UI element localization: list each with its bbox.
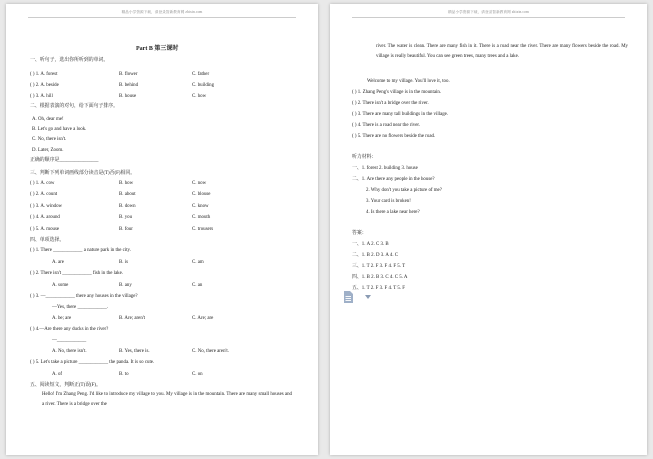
text-line: ( ) 5. Let's take a picture ____________ the panda. It is so cute. xyxy=(30,360,155,365)
text-line: ( ) 3. There are many tall buildings in the village. xyxy=(352,112,449,117)
text-line: C. trousers xyxy=(192,227,214,232)
text-line: 一、1. A 2. C 3. B xyxy=(352,242,389,247)
text-line: 二、根据表演的对句，给下面句子排序。 xyxy=(30,104,119,109)
text-line: ( ) 3. A. hill xyxy=(30,94,53,99)
text-line: ( ) 4. There is a road near the river. xyxy=(352,123,420,128)
text-line: ( ) 2. A. count xyxy=(30,192,58,197)
text-line: B. about xyxy=(119,192,136,197)
text-line: C. know xyxy=(192,204,209,209)
text-line: C. mouth xyxy=(192,215,211,220)
text-line: C. No, there aren't. xyxy=(192,349,230,354)
header-rule xyxy=(352,17,625,18)
text-line: B. Yes, there is. xyxy=(119,349,150,354)
text-line: 五、阅读短文，判断正(T)误(F)。 xyxy=(30,383,101,388)
text-line: C. blouse xyxy=(192,192,211,197)
lesson-title: Part B 第三课时 xyxy=(136,46,179,52)
page-header: 精品小学资源下载，请登录智新教育网 zhixin.com xyxy=(121,10,203,14)
text-line: A. are xyxy=(52,260,64,265)
text-line: B. Are; aren't xyxy=(119,316,146,321)
text-line: B. down xyxy=(119,204,136,209)
text-line: 三、判断下列单词画线部分读音是(T)否(F)相同。 xyxy=(30,171,136,176)
text-line: ( ) 1. There ____________ a nature park in the city. xyxy=(30,248,131,253)
text-line: C. am xyxy=(192,260,204,265)
text-line: D. Later, Zoom. xyxy=(32,148,64,153)
text-line: B. four xyxy=(119,227,133,232)
text-line: C. father xyxy=(192,72,210,77)
text-line: B. Let's go and have a look. xyxy=(32,127,87,132)
text-line: 正确的顺序是________________ xyxy=(30,158,99,163)
text-line: ( ) 4. A. around xyxy=(30,215,60,220)
text-line: 四、单项选择。 xyxy=(30,238,65,243)
text-line: 听力材料： xyxy=(352,155,377,160)
text-line: 二、1. Are there any people in the house? xyxy=(352,177,435,182)
page-header: 精品小学资源下载，请登录智新教育网 zhixin.com xyxy=(448,10,529,14)
text-line: ( ) 5. A. mouse xyxy=(30,227,60,232)
text-line: —Yes, there ____________. xyxy=(52,305,109,310)
text-line: ( ) 5. There are no flowers beside the road. xyxy=(352,134,436,139)
text-line: B. to xyxy=(119,372,129,377)
text-line: ( ) 3. A. window xyxy=(30,204,63,209)
text-line: C. building xyxy=(192,83,215,88)
text-line: A. be; are xyxy=(52,316,72,321)
text-line: C. an xyxy=(192,283,203,288)
text-line: C. on xyxy=(192,372,203,377)
text-line: —____________ xyxy=(52,338,87,343)
document-page-left xyxy=(6,4,318,455)
text-line: B. behind xyxy=(119,83,139,88)
text-line: C. Are; are xyxy=(192,316,214,321)
text-line: A. Oh, dear me! xyxy=(32,117,64,122)
text-line: C. now xyxy=(192,181,207,186)
reading-passage-start: Hello! I'm Zhang Peng. I'd like to introduce my village to you. My village is in the mountain. There are many small houses and a river. There is a bridge over the xyxy=(42,392,292,407)
text-line: ( ) 3. —____________ there any houses in the village? xyxy=(30,294,138,299)
text-line: ( ) 1. Zhang Peng's village is in the mountain. xyxy=(352,90,442,95)
text-line: ( ) 1. A. forest xyxy=(30,72,58,77)
text-line: 3. Your card is broken! xyxy=(366,199,411,204)
text-line: C. how xyxy=(192,94,207,99)
text-line: ( ) 1. A. cow xyxy=(30,181,55,186)
text-line: 一、1. forest 2. building 3. house xyxy=(352,166,418,171)
text-line: 一、听句子，选出你所听到的单词。 xyxy=(30,58,109,63)
text-line: 答案： xyxy=(352,231,367,236)
dropdown-arrow-icon[interactable] xyxy=(365,295,371,299)
reading-passage-continued: river. The water is clean. There are many fish in it. There is a road near the river. There are many flowers beside the road. My village is really beautiful. You can see green trees, many trees and a lake. xyxy=(376,44,628,59)
text-line: 五、1. T 2. F 3. F 4. T 5. F xyxy=(352,286,405,291)
text-line: Welcome to my village. You'll love it, too. xyxy=(367,79,450,84)
text-line: 4. Is there a lake near here? xyxy=(366,210,420,215)
text-line: ( ) 4.—Are there any ducks in the river? xyxy=(30,327,109,332)
text-line: B. how xyxy=(119,181,134,186)
text-line: B. house xyxy=(119,94,137,99)
text-line: B. is xyxy=(119,260,128,265)
text-line: A. No, there isn't. xyxy=(52,349,87,354)
text-line: B. you xyxy=(119,215,133,220)
text-line: A. of xyxy=(52,372,63,377)
text-line: 二、1. B 2. D 3. A 4. C xyxy=(352,253,399,258)
text-line: C. No, there isn't. xyxy=(32,137,67,142)
document-icon[interactable] xyxy=(343,291,353,303)
document-page-right xyxy=(330,4,647,455)
text-line: ( ) 2. There isn't a bridge over the river. xyxy=(352,101,429,106)
text-line: A. some xyxy=(52,283,69,288)
text-line: ( ) 2. A. beside xyxy=(30,83,59,88)
header-rule xyxy=(28,17,296,18)
text-line: B. any xyxy=(119,283,132,288)
text-line: 三、1. T 2. F 3. F 4. F 5. T xyxy=(352,264,406,269)
text-line: ( ) 2. There isn't ____________ fish in the lake. xyxy=(30,271,124,276)
text-line: 四、1. B 2. B 3. C 4. C 5. A xyxy=(352,275,408,280)
text-line: 2. Why don't you take a picture of me? xyxy=(366,188,442,193)
text-line: B. flower xyxy=(119,72,138,77)
